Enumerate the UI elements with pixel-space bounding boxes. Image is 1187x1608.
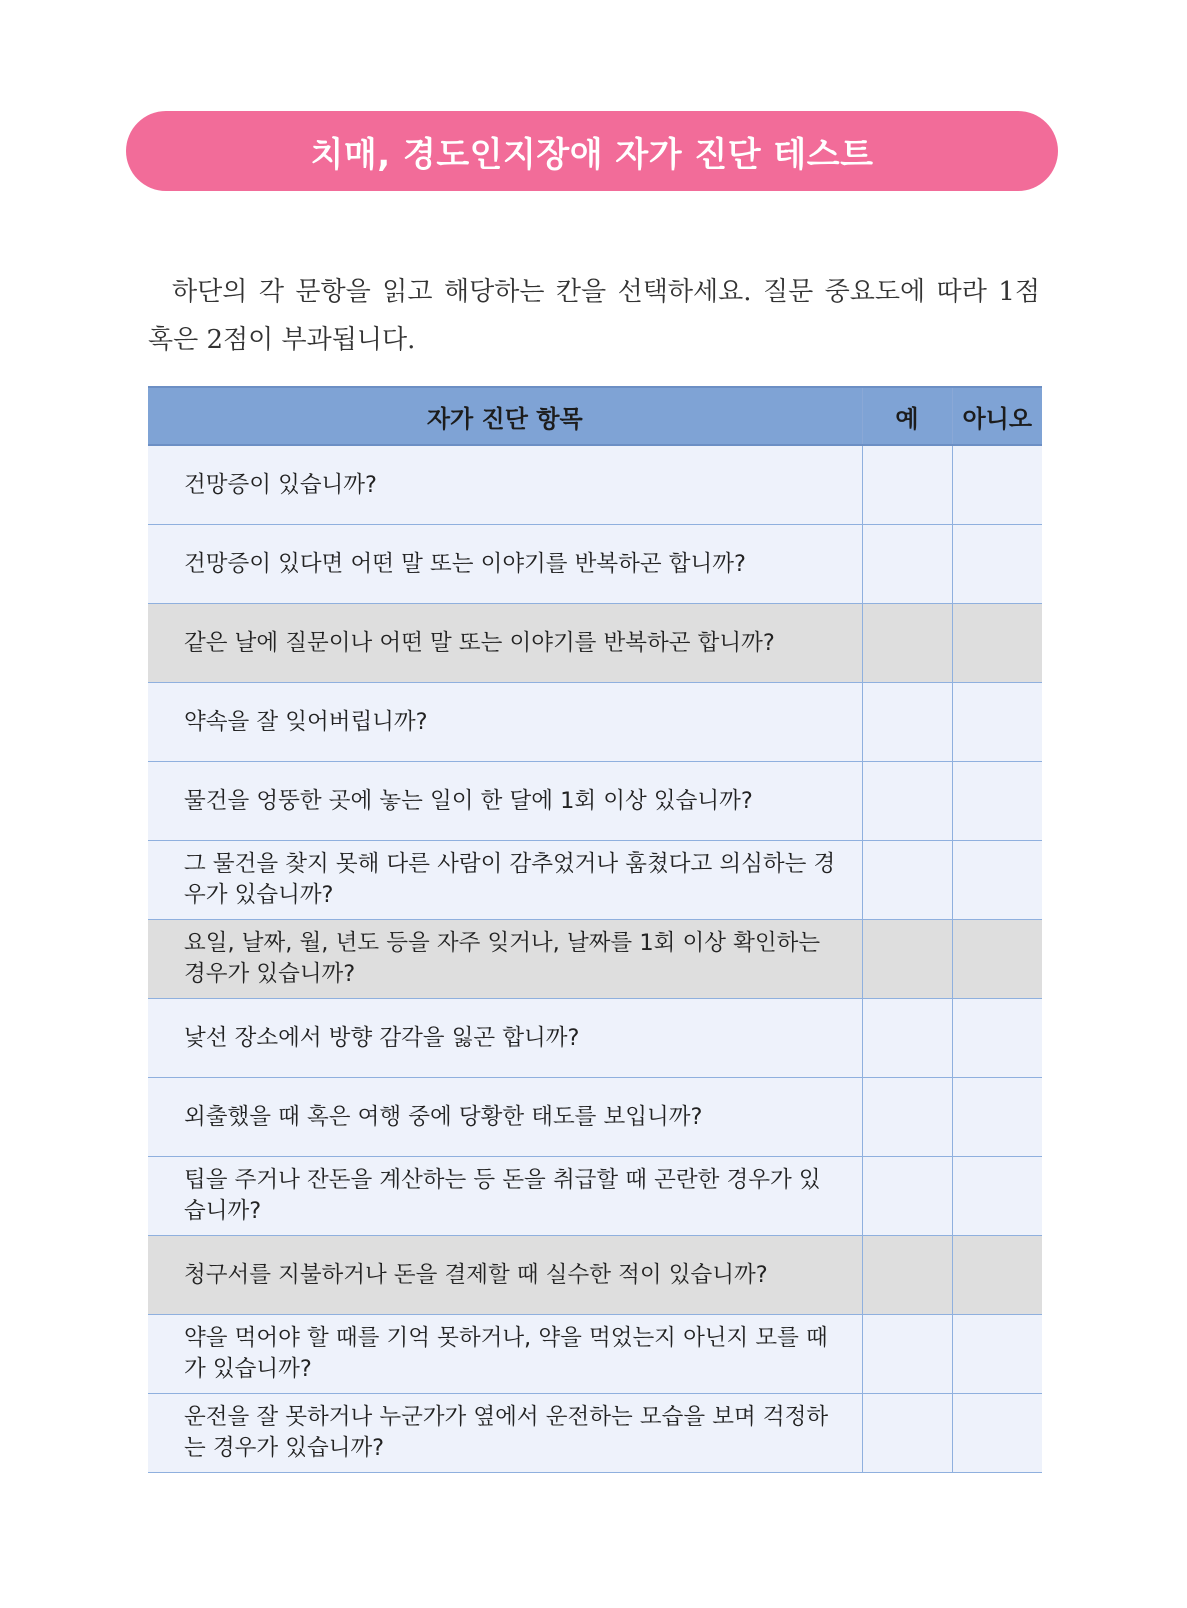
answer-no-cell[interactable]	[952, 1078, 1042, 1157]
table-row	[148, 762, 1042, 841]
intro-text: 하단의 각 문항을 읽고 해당하는 칸을 선택하세요. 질문 중요도에 따라 1점 혹은 2점이 부과됩니다.	[148, 277, 1040, 355]
table-row	[148, 999, 1042, 1078]
table-row	[148, 1157, 1042, 1236]
answer-yes-cell[interactable]	[862, 762, 952, 841]
table-row	[148, 525, 1042, 604]
answer-yes-cell[interactable]	[862, 920, 952, 999]
answer-no-cell[interactable]	[952, 920, 1042, 999]
table-row	[148, 920, 1042, 999]
answer-yes-cell[interactable]	[862, 525, 952, 604]
answer-no-cell[interactable]	[952, 1236, 1042, 1315]
answer-no-cell[interactable]	[952, 683, 1042, 762]
answer-yes-cell[interactable]	[862, 1236, 952, 1315]
question-text: 건망증이 있습니까?	[148, 445, 862, 525]
answer-no-cell[interactable]	[952, 1157, 1042, 1236]
answer-no-cell[interactable]	[952, 1315, 1042, 1394]
table-row	[148, 1394, 1042, 1473]
question-text: 요일, 날짜, 월, 년도 등을 자주 잊거나, 날짜를 1회 이상 확인하는 경우가 있습니까?	[148, 920, 862, 999]
question-text: 그 물건을 찾지 못해 다른 사람이 감추었거나 훔쳤다고 의심하는 경우가 있습니까?	[148, 841, 862, 920]
answer-yes-cell[interactable]	[862, 999, 952, 1078]
answer-no-cell[interactable]	[952, 445, 1042, 525]
answer-no-cell[interactable]	[952, 604, 1042, 683]
header-no: 아니오	[952, 387, 1042, 445]
question-text: 물건을 엉뚱한 곳에 놓는 일이 한 달에 1회 이상 있습니까?	[148, 762, 862, 841]
answer-yes-cell[interactable]	[862, 683, 952, 762]
page-title: 치매, 경도인지장애 자가 진단 테스트	[310, 134, 874, 175]
table-row	[148, 1236, 1042, 1315]
table-row	[148, 1315, 1042, 1394]
table-row	[148, 683, 1042, 762]
answer-yes-cell[interactable]	[862, 1078, 952, 1157]
header-yes: 예	[862, 387, 952, 445]
table-header-row	[148, 387, 1042, 445]
table-row	[148, 604, 1042, 683]
question-text: 건망증이 있다면 어떤 말 또는 이야기를 반복하곤 합니까?	[148, 525, 862, 604]
table-row	[148, 1078, 1042, 1157]
header-item: 자가 진단 항목	[148, 387, 862, 445]
answer-no-cell[interactable]	[952, 762, 1042, 841]
table-row	[148, 445, 1042, 525]
checklist-table	[148, 386, 1042, 1473]
question-text: 약속을 잘 잊어버립니까?	[148, 683, 862, 762]
answer-no-cell[interactable]	[952, 841, 1042, 920]
question-text: 같은 날에 질문이나 어떤 말 또는 이야기를 반복하곤 합니까?	[148, 604, 862, 683]
answer-yes-cell[interactable]	[862, 1157, 952, 1236]
question-text: 운전을 잘 못하거나 누군가가 옆에서 운전하는 모습을 보며 걱정하는 경우가 있습니까?	[148, 1394, 862, 1473]
answer-yes-cell[interactable]	[862, 1394, 952, 1473]
answer-yes-cell[interactable]	[862, 604, 952, 683]
question-text: 팁을 주거나 잔돈을 계산하는 등 돈을 취급할 때 곤란한 경우가 있습니까?	[148, 1157, 862, 1236]
answer-no-cell[interactable]	[952, 525, 1042, 604]
question-text: 약을 먹어야 할 때를 기억 못하거나, 약을 먹었는지 아닌지 모를 때가 있습니까?	[148, 1315, 862, 1394]
answer-no-cell[interactable]	[952, 999, 1042, 1078]
table-row	[148, 841, 1042, 920]
question-text: 낯선 장소에서 방향 감각을 잃곤 합니까?	[148, 999, 862, 1078]
answer-yes-cell[interactable]	[862, 445, 952, 525]
checklist-body	[148, 445, 1042, 1473]
question-text: 청구서를 지불하거나 돈을 결제할 때 실수한 적이 있습니까?	[148, 1236, 862, 1315]
answer-no-cell[interactable]	[952, 1394, 1042, 1473]
title-banner	[126, 111, 1058, 191]
answer-yes-cell[interactable]	[862, 1315, 952, 1394]
answer-yes-cell[interactable]	[862, 841, 952, 920]
question-text: 외출했을 때 혹은 여행 중에 당황한 태도를 보입니까?	[148, 1078, 862, 1157]
